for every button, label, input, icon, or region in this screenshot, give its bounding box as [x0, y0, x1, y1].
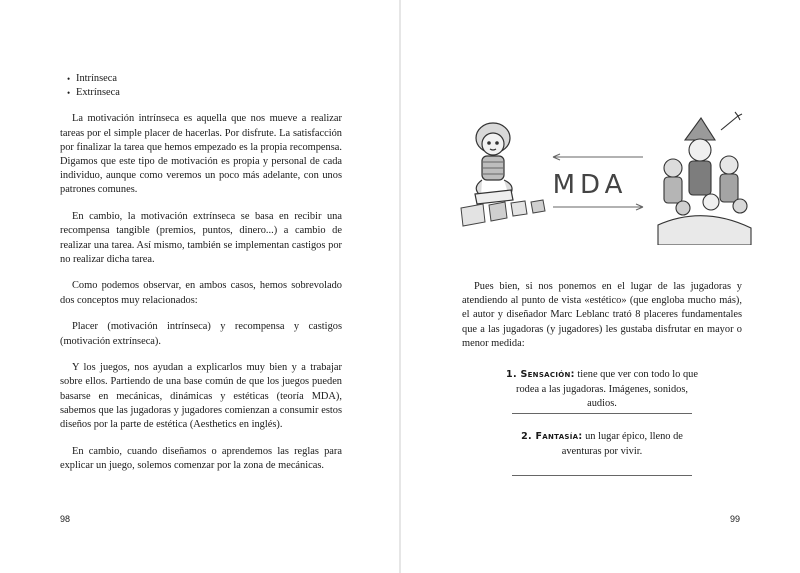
- bullet-item: • Intrínseca: [76, 72, 342, 86]
- paragraph: La motivación intrínseca es aquella que nos mueve a realizar tareas por el simple placer de hacerlas. Por disfrute. La satisfacción por finalizar la tarea que hemos empezado es la propia recompensa. Digamos que este tipo de motivación es propia y personal de cada individuo, aunque como veremos un poco más adelante, con unos patrones comunes.: [60, 113, 342, 196]
- page-number-left: 98: [60, 514, 71, 524]
- girl-reading-figure: [475, 123, 513, 204]
- books-row: [461, 200, 545, 226]
- page-number-right: 99: [729, 514, 740, 524]
- right-page-body: [462, 280, 742, 351]
- paragraph: Placer (motivación intrínseca) y recompensa y castigos (motivación extrínseca).: [60, 321, 342, 347]
- pleasure-item-fantasy: [502, 430, 702, 459]
- mda-title: MDA: [552, 170, 628, 200]
- paragraph: En cambio, la motivación extrínseca se basa en recibir una recompensa tangible (premios, puntos, dinero...) a cambio de realizar una tarea. Así mismo, también se implementan castigos por no realizar dicha tarea.: [60, 211, 342, 265]
- divider: [512, 413, 692, 414]
- left-page: [0, 0, 399, 573]
- pleasure-description: un lugar épico, lleno de aventuras por vivir.: [561, 431, 683, 457]
- paragraph: Y los juegos, nos ayudan a explicarlos muy bien y a trabajar sobre ellos. Partiendo de una base común de que los juegos pueden basarse en mecánicas, dinámicas y estéticas (teoría MDA), sabemos que las jugadoras y jugadores comienzan a consumir estos diseños por la parte de estética (Aesthetics en inglés).: [60, 362, 342, 431]
- paragraph: Como podemos observar, en ambos casos, hemos sobrevolado dos conceptos muy relacionados:: [60, 280, 342, 306]
- paragraph: En cambio, cuando diseñamos o aprendemos las reglas para explicar un juego, solemos comenzar por la zona de mecánicas.: [60, 445, 342, 471]
- pleasure-item-sensation: [502, 368, 702, 412]
- pleasure-title: 2. Fantasía:: [521, 431, 583, 442]
- motivation-types-list: [60, 72, 342, 100]
- bullet-item: • Extrínseca: [76, 86, 342, 100]
- pleasure-title: 1. Sensación:: [506, 369, 575, 380]
- game-characters-group: [658, 112, 751, 245]
- divider: [512, 475, 692, 476]
- left-page-body: [60, 72, 342, 486]
- paragraph: Pues bien, si nos ponemos en el lugar de las jugadoras y atendiendo al punto de vista «estético» (que engloba mucho más), el autor y diseñador Marc Leblanc trató 8 placeres fundamentales que a las jugadoras (y jugadores) les gustaba disfrutar en mayor o menor medida:: [462, 281, 742, 349]
- pleasure-description: tiene que ver con todo lo que rodea a las jugadoras. Imágenes, sonidos, audios.: [516, 369, 698, 410]
- right-page: [401, 0, 800, 573]
